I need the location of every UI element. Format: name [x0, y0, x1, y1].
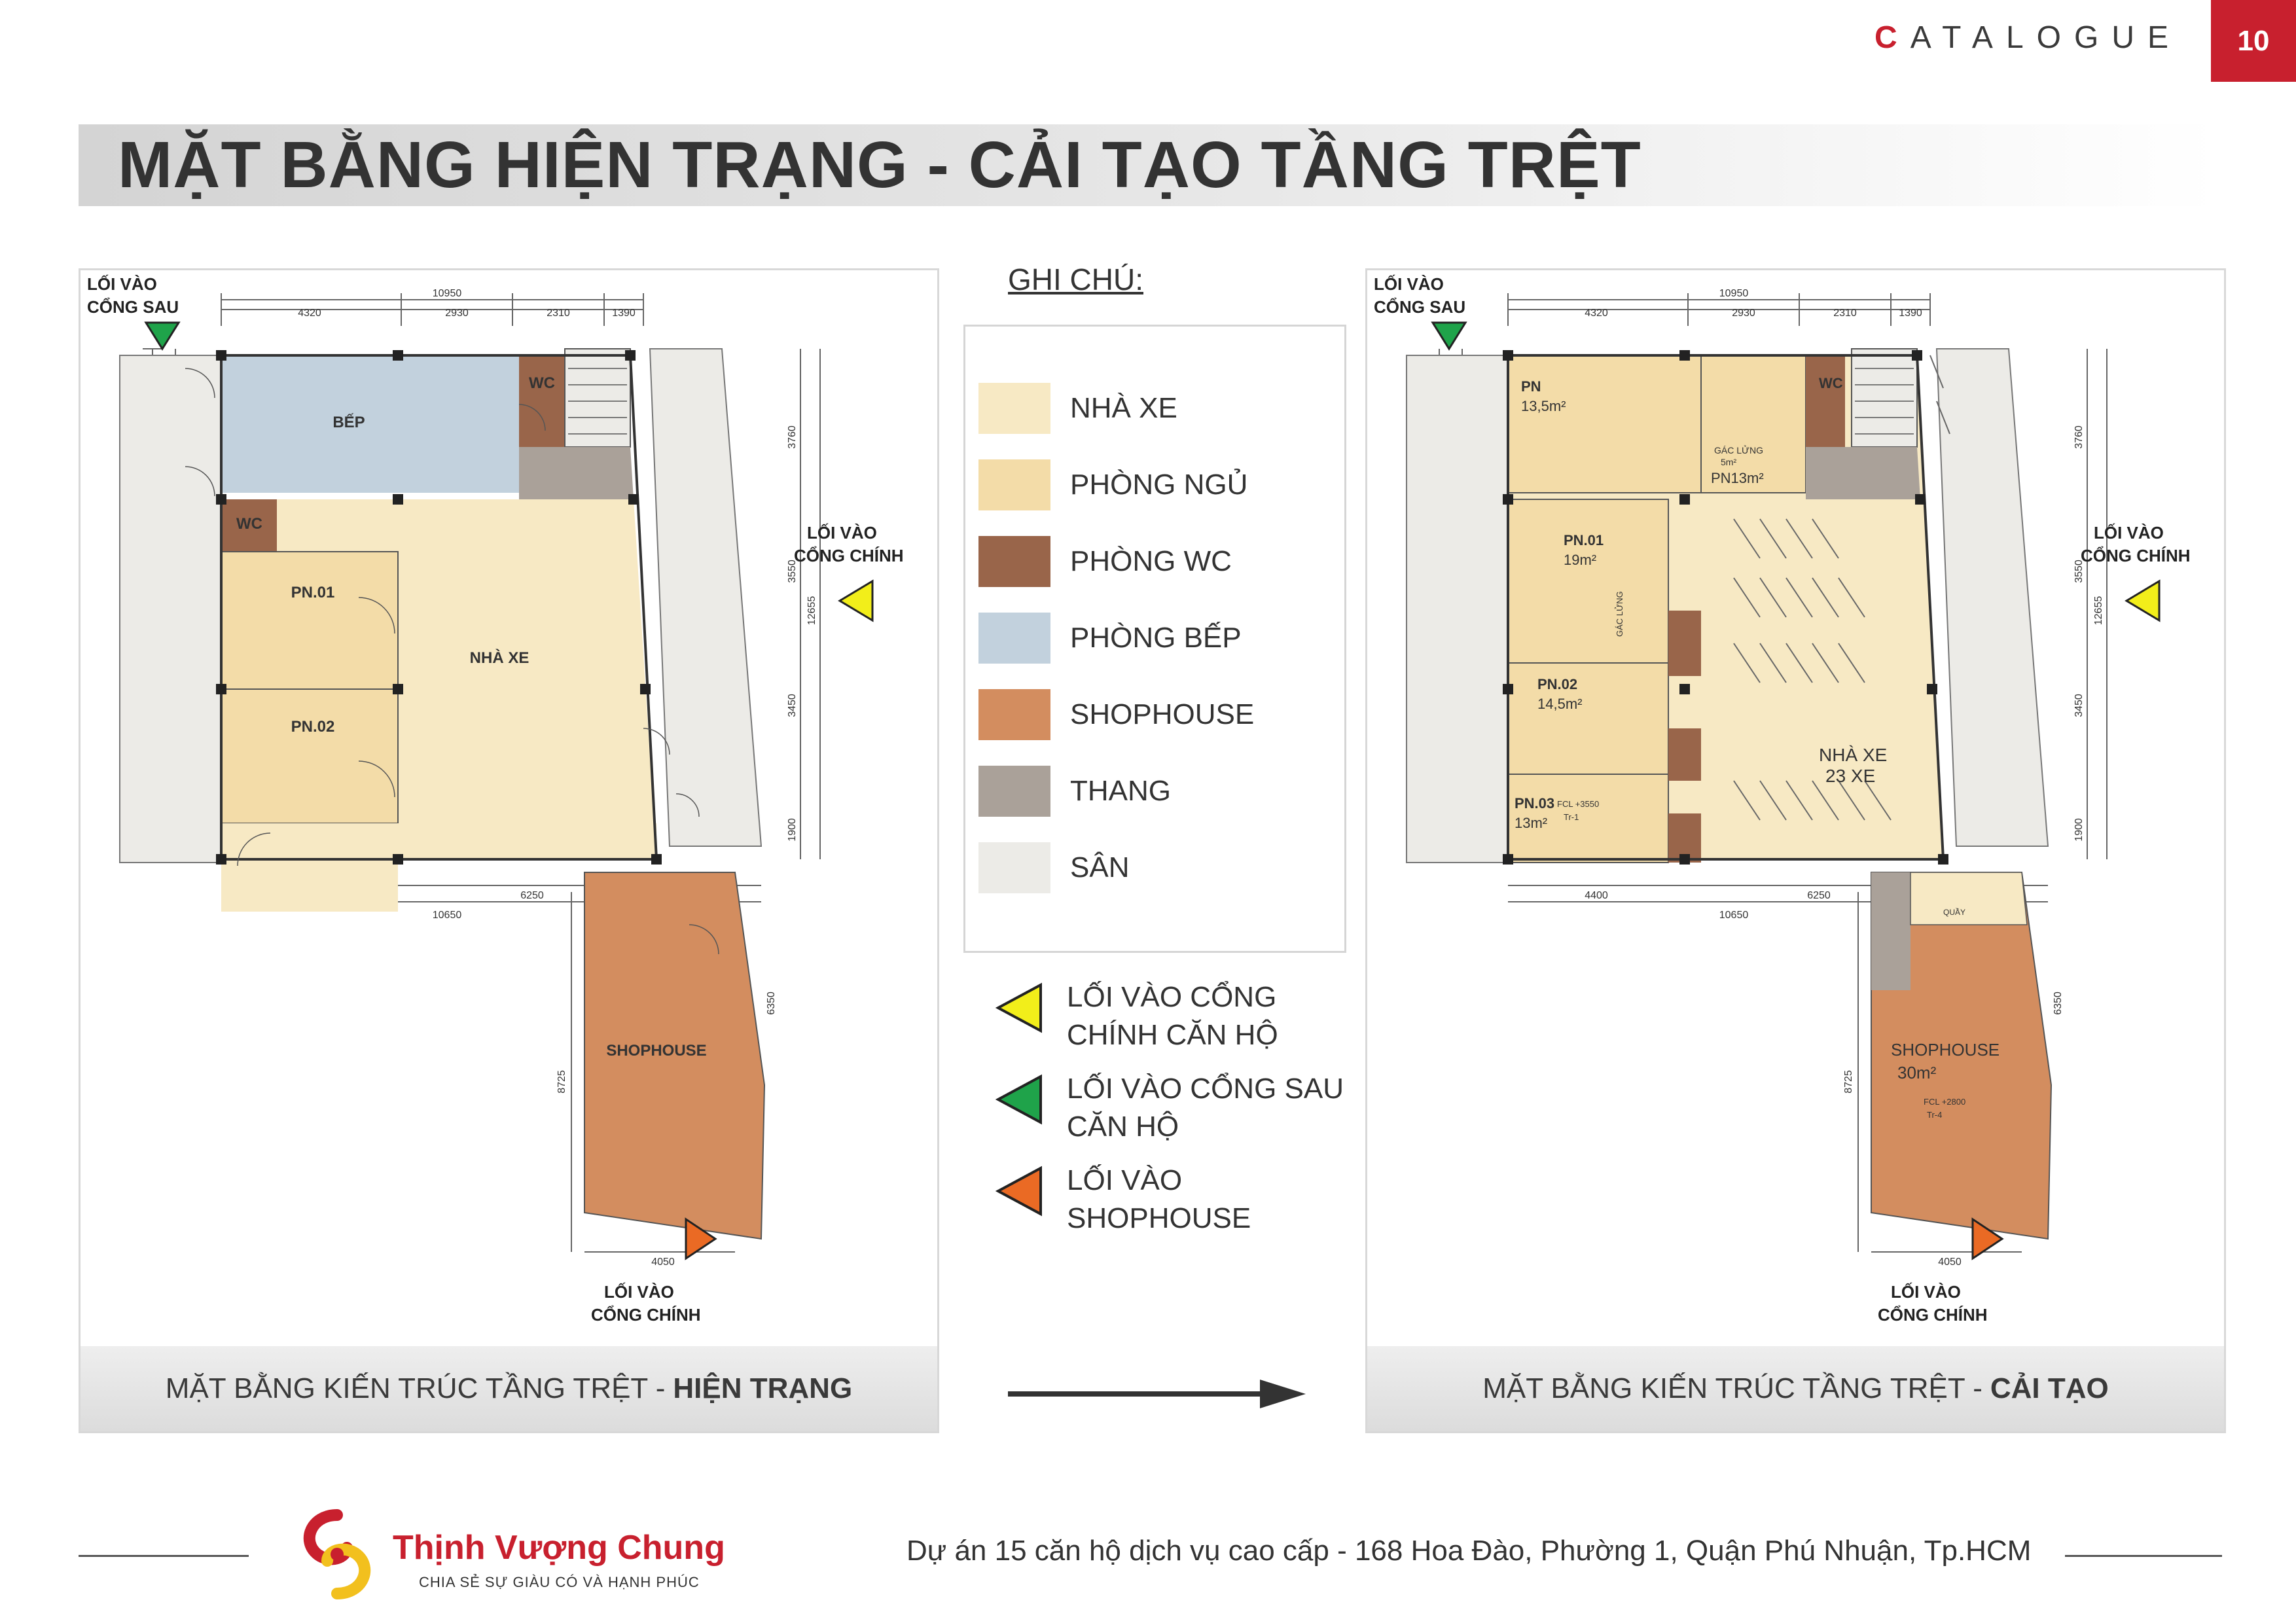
- green-triangle-icon: [146, 323, 179, 349]
- label-entry-main-1: LỐI VÀO: [807, 523, 877, 543]
- room-wc-pn01: [1668, 611, 1701, 676]
- dim-top-total: 10950: [1719, 288, 1749, 299]
- label-entry-main-2: CỔNG CHÍNH: [2081, 546, 2191, 565]
- legend-entry-label: LỐI VÀO SHOPHOUSE: [1067, 1164, 1251, 1234]
- dim-top-total: 10950: [432, 288, 462, 299]
- stair-area: [1852, 349, 1917, 447]
- label-gac-lung-5-area: 5m²: [1721, 457, 1737, 467]
- label-fcl-3550: FCL +3550: [1557, 799, 1600, 809]
- plan-current-caption: [81, 1346, 937, 1431]
- dim-top-2: 2930: [1732, 308, 1755, 319]
- legend-swatch: [978, 613, 1050, 664]
- san-left: [120, 355, 221, 863]
- label-nhaxe: NHÀ XE: [469, 649, 529, 667]
- legend-label: THANG: [1070, 775, 1171, 807]
- plan-current-drawing: [81, 270, 941, 1350]
- room-pn02: [221, 689, 398, 823]
- shop-stair: [1871, 872, 1910, 990]
- label-pn-top: PN: [1521, 378, 1541, 395]
- legend-entry-back: [988, 1070, 1368, 1146]
- dim-right-total: 12655: [806, 596, 817, 626]
- dim-right-1: 3760: [2073, 425, 2085, 449]
- label-nhaxe-count: 23 XE: [1825, 766, 1876, 786]
- dim-top-3: 2310: [1833, 308, 1857, 319]
- room-wc-pn02: [1668, 728, 1701, 781]
- legend-item-nhaxe: [978, 382, 1177, 435]
- orange-triangle-icon: [988, 1165, 1047, 1217]
- legend-swatch: [978, 383, 1050, 434]
- dim-right-4: 1900: [2073, 818, 2085, 842]
- room-wc-1: [519, 355, 565, 447]
- legend-entry-label: LỐI VÀO CỔNG SAU CĂN HỘ: [1067, 1073, 1344, 1143]
- legend-item-shophouse: [978, 688, 1254, 741]
- legend-item-san: [978, 842, 1129, 894]
- room-pn01: [1508, 499, 1668, 663]
- stair-area: [565, 349, 630, 447]
- dim-shop-bottom: 4050: [1938, 1257, 1962, 1268]
- label-pn03-area: 13m²: [1515, 815, 1548, 831]
- label-gac-lung: GÁC LỬNG: [1615, 591, 1624, 637]
- room-pn-top: [1508, 355, 1701, 493]
- stair-landing: [1806, 447, 1920, 499]
- page-title: MẶT BẰNG HIỆN TRẠNG - CẢI TẠO TẦNG TRỆT: [118, 128, 1641, 202]
- legend-entry-label: LỐI VÀO CỔNG CHÍNH CĂN HỘ: [1067, 981, 1278, 1051]
- label-shophouse: SHOPHOUSE: [606, 1042, 707, 1060]
- dim-right-2: 3550: [787, 560, 798, 583]
- legend-item-phongwc: [978, 535, 1232, 588]
- label-entry-back-2: CỔNG SAU: [1374, 297, 1466, 317]
- legend-swatch: [978, 459, 1050, 510]
- legend-label: PHÒNG NGỦ: [1070, 469, 1248, 501]
- legend-swatch: [978, 536, 1050, 587]
- brand-logo-icon: [285, 1502, 389, 1607]
- legend-label: PHÒNG BẾP: [1070, 622, 1242, 654]
- label-bep: BẾP: [332, 414, 365, 431]
- legend-label: SÂN: [1070, 851, 1130, 883]
- dim-shop-right: 6350: [766, 991, 777, 1015]
- legend-title: GHI CHÚ:: [1008, 262, 1143, 296]
- dim-bottom-1: 4400: [1585, 890, 1608, 901]
- caption-renovated-prefix: MẶT BẰNG KIẾN TRÚC TẦNG TRỆT -: [1482, 1372, 1982, 1404]
- label-pn01: PN.01: [1564, 532, 1604, 548]
- dim-top-1: 4320: [1585, 308, 1608, 319]
- label-entry-shop-2: CỔNG CHÍNH: [591, 1305, 701, 1325]
- legend-entry-main: [988, 978, 1368, 1054]
- yellow-triangle-icon: [2126, 581, 2159, 620]
- legend-swatch: [978, 689, 1050, 740]
- legend-item-thang: [978, 765, 1171, 817]
- label-pn02: PN.02: [291, 718, 335, 736]
- label-pn02: PN.02: [1537, 676, 1578, 692]
- room-pn01: [221, 552, 398, 689]
- label-pn02-area: 14,5m²: [1537, 696, 1583, 712]
- dim-shop-right: 6350: [2053, 991, 2064, 1015]
- label-shophouse-area: 30m²: [1897, 1063, 1937, 1082]
- label-entry-back-1: LỐI VÀO: [1374, 274, 1444, 294]
- label-tr1: Tr-1: [1564, 812, 1579, 822]
- green-triangle-icon: [988, 1073, 1047, 1126]
- label-entry-main-2: CỔNG CHÍNH: [794, 546, 904, 565]
- label-tr4: Tr-4: [1927, 1110, 1943, 1120]
- footer-project-text: Dự án 15 căn hộ dịch vụ cao cấp - 168 Hoa Đào, Phường 1, Quận Phú Nhuận, Tp.HCM: [906, 1535, 2032, 1567]
- label-pn01-area: 19m²: [1564, 552, 1597, 568]
- arrow-right-icon: [1008, 1374, 1309, 1414]
- plan-renovated-panel: [1365, 268, 2226, 1433]
- legend-item-phongngu: [978, 459, 1247, 511]
- label-wc-2: WC: [236, 515, 262, 533]
- area-bottom-strip: [221, 823, 656, 859]
- legend-entry-shop: [988, 1162, 1368, 1238]
- room-pn02: [1508, 663, 1668, 774]
- dim-top-4: 1390: [612, 308, 636, 319]
- dim-right-2: 3550: [2073, 560, 2085, 583]
- dim-top-1: 4320: [298, 308, 321, 319]
- room-wc: [1806, 355, 1845, 447]
- legend-swatch: [978, 766, 1050, 817]
- dim-right-3: 3450: [787, 694, 798, 717]
- plan-current-panel: [79, 268, 939, 1433]
- dim-bottom-2: 6250: [1807, 890, 1831, 901]
- label-entry-shop-1: LỐI VÀO: [604, 1282, 674, 1302]
- dim-bottom-2: 6250: [520, 890, 544, 901]
- room-bep: [221, 355, 519, 493]
- green-triangle-icon: [1433, 323, 1465, 349]
- label-entry-back-2: CỔNG SAU: [87, 297, 179, 317]
- legend-box: [963, 325, 1346, 953]
- stair-landing: [519, 447, 634, 499]
- legend-item-phongbep: [978, 612, 1242, 664]
- yellow-triangle-icon: [988, 982, 1047, 1034]
- dim-right-3: 3450: [2073, 694, 2085, 717]
- dim-shop-left: 8725: [1843, 1070, 1854, 1094]
- label-pn-top-area: 13,5m²: [1521, 398, 1566, 414]
- plan-renovated-drawing: [1367, 270, 2228, 1350]
- catalogue-rest: ATALOGUE: [1910, 20, 2181, 55]
- dim-bottom-total: 10650: [1719, 910, 1749, 921]
- caption-renovated-bold: CẢI TẠO: [1990, 1372, 2109, 1404]
- label-entry-shop-2: CỔNG CHÍNH: [1878, 1305, 1988, 1325]
- brand-name: Thịnh Vượng Chung: [393, 1529, 725, 1567]
- label-entry-main-1: LỐI VÀO: [2094, 523, 2164, 543]
- dim-top-2: 2930: [445, 308, 469, 319]
- legend-label: PHÒNG WC: [1070, 545, 1232, 577]
- yellow-triangle-icon: [840, 581, 872, 620]
- label-entry-back-1: LỐI VÀO: [87, 274, 157, 294]
- label-nhaxe: NHÀ XE: [1819, 745, 1888, 765]
- caption-current-prefix: MẶT BẰNG KIẾN TRÚC TẦNG TRỆT -: [165, 1372, 666, 1404]
- legend-label: SHOPHOUSE: [1070, 698, 1255, 730]
- dim-top-3: 2310: [547, 308, 570, 319]
- label-quay: QUẦY: [1943, 908, 1966, 917]
- page-number: 10: [2211, 0, 2296, 82]
- catalogue-label: [1874, 20, 2181, 56]
- dim-right-1: 3760: [787, 425, 798, 449]
- label-shophouse: SHOPHOUSE: [1891, 1040, 2000, 1060]
- dim-shop-left: 8725: [556, 1070, 567, 1094]
- label-pn03: PN.03: [1515, 795, 1555, 812]
- label-pn13: PN13m²: [1711, 470, 1764, 486]
- label-wc-1: WC: [529, 374, 555, 392]
- label-fcl-2800: FCL +2800: [1924, 1097, 1966, 1107]
- legend-label: NHÀ XE: [1070, 392, 1177, 424]
- label-pn01: PN.01: [291, 584, 335, 601]
- san-right: [650, 349, 761, 846]
- legend-swatch: [978, 842, 1050, 893]
- san-left: [1407, 355, 1508, 863]
- dim-shop-bottom: 4050: [651, 1257, 675, 1268]
- label-gac-lung-5: GÁC LỬNG: [1714, 445, 1763, 455]
- dim-bottom-total: 10650: [432, 910, 462, 921]
- dim-right-total: 12655: [2093, 596, 2104, 626]
- brand-slogan: CHIA SẺ SỰ GIÀU CÓ VÀ HẠNH PHÚC: [419, 1574, 700, 1590]
- caption-current-bold: HIỆN TRẠNG: [673, 1372, 853, 1404]
- dim-top-4: 1390: [1899, 308, 1922, 319]
- catalogue-initial: C: [1874, 20, 1910, 55]
- label-wc: WC: [1819, 375, 1843, 391]
- plan-renovated-caption: [1367, 1346, 2224, 1431]
- footer-divider-right: [2065, 1555, 2222, 1557]
- label-entry-shop-1: LỐI VÀO: [1891, 1282, 1961, 1302]
- san-right: [1937, 349, 2048, 846]
- dim-right-4: 1900: [787, 818, 798, 842]
- footer-divider-left: [79, 1555, 249, 1557]
- shop-counter-area: [1910, 872, 2027, 925]
- room-nhaxe: [398, 499, 656, 859]
